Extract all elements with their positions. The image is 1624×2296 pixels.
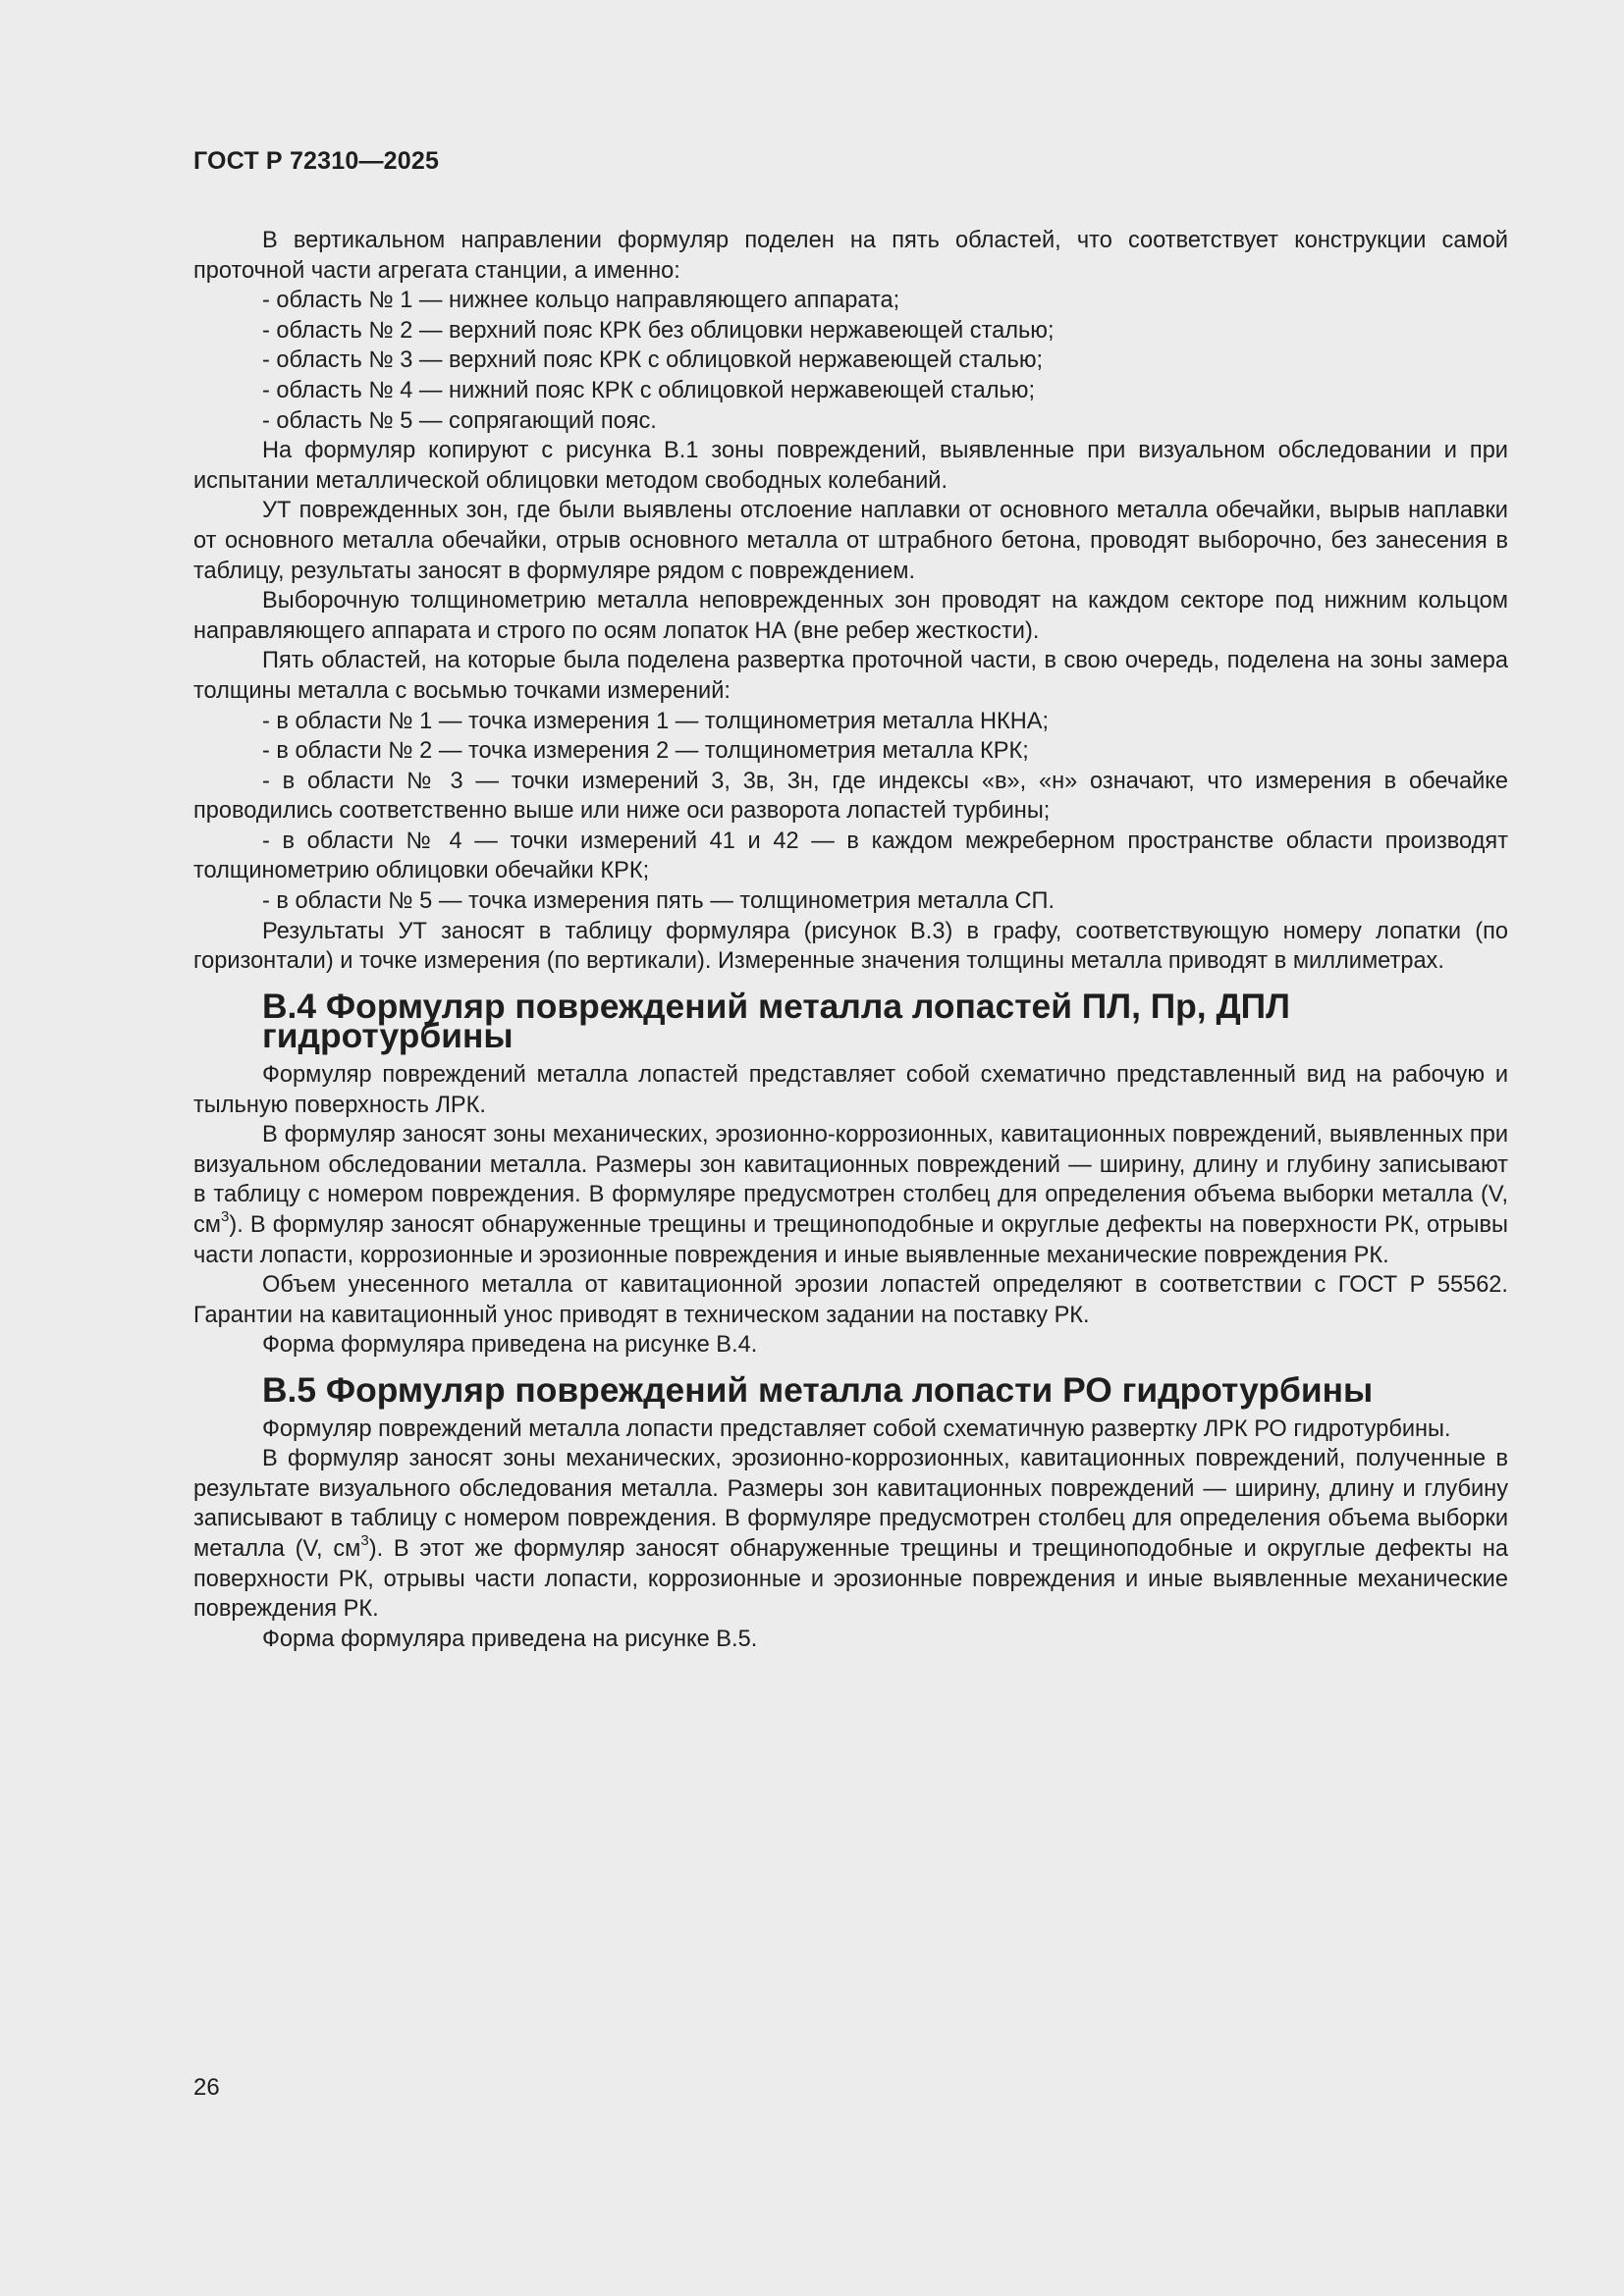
list-item: - в области № 2 — точка измерения 2 — толщинометрия металла КРК;	[262, 738, 1029, 765]
section-heading-b4: В.4 Формуляр повреждений металла лопастей ПЛ, Пр, ДПЛ гидротурбины	[262, 986, 1290, 1056]
section-heading-b5: В.5 Формуляр повреждений металла лопасти РО гидротурбины	[262, 1369, 1374, 1410]
paragraph: Форма формуляра приведена на рисунке В.5.	[262, 1626, 758, 1652]
list-item: - область № 1 — нижнее кольцо направляющего аппарата;	[262, 288, 900, 314]
page-number: 26	[193, 2074, 220, 2101]
paragraph-text: В формуляр заносят зоны механических, эрозионно-коррозионных, кавитационных повреждений, выявленных при визуальном обследовании металла. Размеры зон кавитационных повреждений — ширину, длину и глубину записывают в таблицу с номером повреждения. В формуляре предусмотрен столбец для определения объема выборки металла (V, см	[193, 1122, 1508, 1238]
paragraph: В вертикальном направлении формуляр поделен на пять областей, что соответствует конструкции самой проточной части агрегата станции, а именно:	[193, 228, 1508, 284]
paragraph	[193, 1120, 1508, 1270]
paragraph	[193, 1444, 1508, 1625]
paragraph: Выборочную толщинометрию металла неповрежденных зон проводят на каждом секторе под нижним кольцом направляющего аппарата и строго по осям лопаток НА (вне ребер жесткости).	[193, 588, 1508, 644]
list-item: - в области № 3 — точки измерений 3, 3в, 3н, где индексы «в», «н» означают, что измерения в обечайке проводились соответственно выше или ниже оси разворота лопастей турбины;	[193, 768, 1508, 825]
paragraph: Формуляр повреждений металла лопасти представляет собой схематичную развертку ЛРК РО гидротурбины.	[262, 1415, 1451, 1442]
list-item: - в области № 4 — точки измерений 41 и 42 — в каждом межреберном пространстве области производят толщинометрию облицовки обечайки КРК;	[193, 828, 1508, 884]
list-item: - в области № 5 — точка измерения пять — толщинометрия металла СП.	[262, 888, 1056, 915]
paragraph-text: В формуляр заносят зоны механических, эрозионно-коррозионных, кавитационных повреждений, полученные в результате визуального обследования металла. Размеры зон кавитационных повреждений — ширину, длину и глубину записывают в таблицу с номером повреждения. В формуляре предусмотрен столбец для определения объема выборки металла (V, см	[193, 1446, 1508, 1562]
list-item: - область № 2 — верхний пояс КРК без облицовки нержавеющей сталью;	[262, 317, 1055, 344]
page-content	[193, 226, 1508, 1654]
list-item: - в области № 1 — точка измерения 1 — толщинометрия металла НКНА;	[262, 708, 1050, 734]
superscript: 3	[221, 1208, 230, 1226]
list-item: - область № 5 — сопрягающий пояс.	[262, 407, 657, 434]
list-item: - область № 3 — верхний пояс КРК с облицовкой нержавеющей сталью;	[262, 347, 1044, 374]
paragraph: Пять областей, на которые была поделена развертка проточной части, в свою очередь, поделена на зоны замера толщины металла с восьмью точками измерений:	[193, 648, 1508, 704]
paragraph-text: ). В этот же формуляр заносят обнаруженные трещины и трещиноподобные и округлые дефекты на поверхности РК, отрывы части лопасти, коррозионные и эрозионные повреждения и иные выявленные механические повреждения РК.	[193, 1535, 1508, 1623]
document-code-header: ГОСТ Р 72310—2025	[193, 147, 440, 175]
paragraph: Объем унесенного металла от кавитационной эрозии лопастей определяют в соответствии с ГОСТ Р 55562. Гарантии на кавитационный унос приводят в техническом задании на поставку РК.	[193, 1272, 1508, 1328]
paragraph-text: ). В формуляр заносят обнаруженные трещины и трещиноподобные и округлые дефекты на поверхности РК, отрывы части лопасти, коррозионные и эрозионные повреждения и иные выявленные механические повреждения РК.	[193, 1212, 1508, 1268]
paragraph: УТ поврежденных зон, где были выявлены отслоение наплавки от основного металла обечайки, вырыв наплавки от основного металла обечайки, отрыв основного металла от штрабного бетона, проводят выборочно, без занесения в таблицу, результаты заносят в формуляре рядом с повреждением.	[193, 498, 1508, 584]
paragraph: Формуляр повреждений металла лопастей представляет собой схематично представленный вид на рабочую и тыльную поверхность ЛРК.	[193, 1062, 1508, 1118]
list-item: - область № 4 — нижний пояс КРК с облицовкой нержавеющей сталью;	[262, 377, 1036, 403]
paragraph: Форма формуляра приведена на рисунке В.4.	[262, 1332, 758, 1359]
paragraph: Результаты УТ заносят в таблицу формуляра (рисунок В.3) в графу, соответствующую номеру лопатки (по горизонтали) и точке измерения (по вертикали). Измеренные значения толщины металла приводят в миллиметрах.	[193, 918, 1508, 975]
paragraph: На формуляр копируют с рисунка В.1 зоны повреждений, выявленные при визуальном обследовании и при испытании металлической облицовки методом свободных колебаний.	[193, 438, 1508, 494]
superscript: 3	[360, 1532, 369, 1550]
